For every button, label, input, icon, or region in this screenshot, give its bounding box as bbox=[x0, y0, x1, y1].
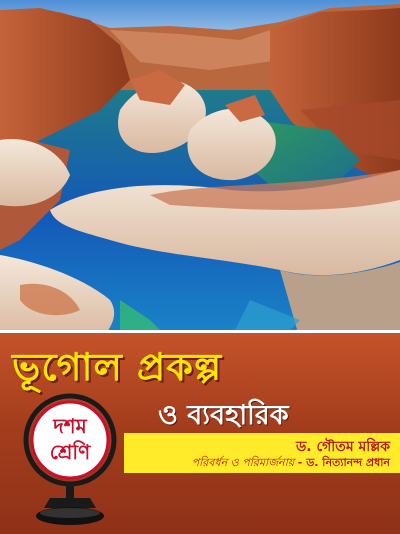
author-strip bbox=[124, 433, 400, 473]
reviser-label: পরিবর্ধন ও পরিমার্জনায় bbox=[191, 456, 295, 469]
author-name: ড. গৌতম মল্লিক bbox=[295, 439, 390, 455]
book-title: ভূগোল প্রকল্প bbox=[12, 345, 223, 389]
book-subtitle: ও ব্যবহারিক bbox=[158, 400, 289, 431]
class-line-2: শ্রেণি bbox=[49, 440, 91, 464]
reviser-name: - ড. নিত্যানন্দ প্রধান bbox=[297, 456, 390, 469]
class-line-1: দশম bbox=[53, 414, 87, 438]
class-badge bbox=[22, 392, 118, 534]
reviser-credit bbox=[192, 454, 390, 473]
